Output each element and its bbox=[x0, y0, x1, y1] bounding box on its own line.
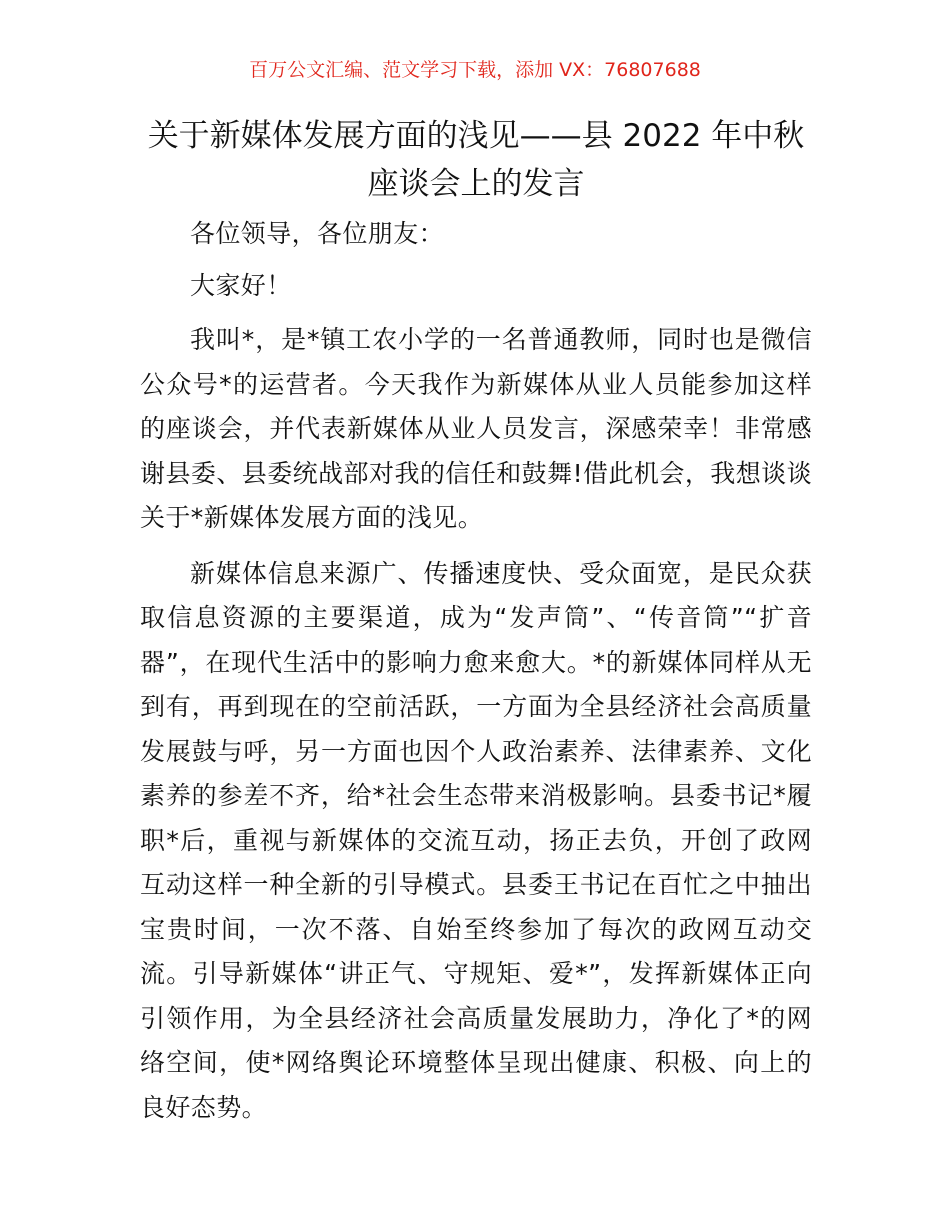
document-title: 关于新媒体发展方面的浅见——县 2022 年中秋座谈会上的发言 bbox=[147, 118, 805, 202]
salutation-paragraph: 各位领导，各位朋友： bbox=[190, 219, 445, 248]
document-body bbox=[140, 212, 812, 1130]
watermark-banner: 百万公文汇编、范文学习下载，添加 VX：76807688 bbox=[249, 59, 701, 81]
greeting-paragraph: 大家好！ bbox=[190, 270, 292, 300]
introduction-paragraph: 我叫*，是*镇工农小学的一名普通教师，同时也是微信公众号*的运营者。今天我作为新媒体从业人员能参加这样的座谈会，并代表新媒体从业人员发言，深感荣幸！非常感谢县委、县委统战部对我的信任和鼓舞!借此机会，我想谈谈关于*新媒体发展方面的浅见。 bbox=[140, 325, 812, 532]
body-paragraph: 新媒体信息来源广、传播速度快、受众面宽，是民众获取信息资源的主要渠道，成为“发声筒”、“传音筒”“扩音器”，在现代生活中的影响力愈来愈大。*的新媒体同样从无到有，再到现在的空前活跃，一方面为全县经济社会高质量发展鼓与呼，另一方面也因个人政治素养、法律素养、文化素养的参差不齐，给*社会生态带来消极影响。县委书记*履职*后，重视与新媒体的交流互动，扬正去负，开创了政网互动这样一种全新的引导模式。县委王书记在百忙之中抽出宝贵时间，一次不落、自始至终参加了每次的政网互动交流。引导新媒体“讲正气、守规矩、爱*”，发挥新媒体正向引领作用，为全县经济社会高质量发展助力，净化了*的网络空间，使*网络舆论环境整体呈现出健康、积极、向上的良好态势。 bbox=[140, 558, 812, 1122]
